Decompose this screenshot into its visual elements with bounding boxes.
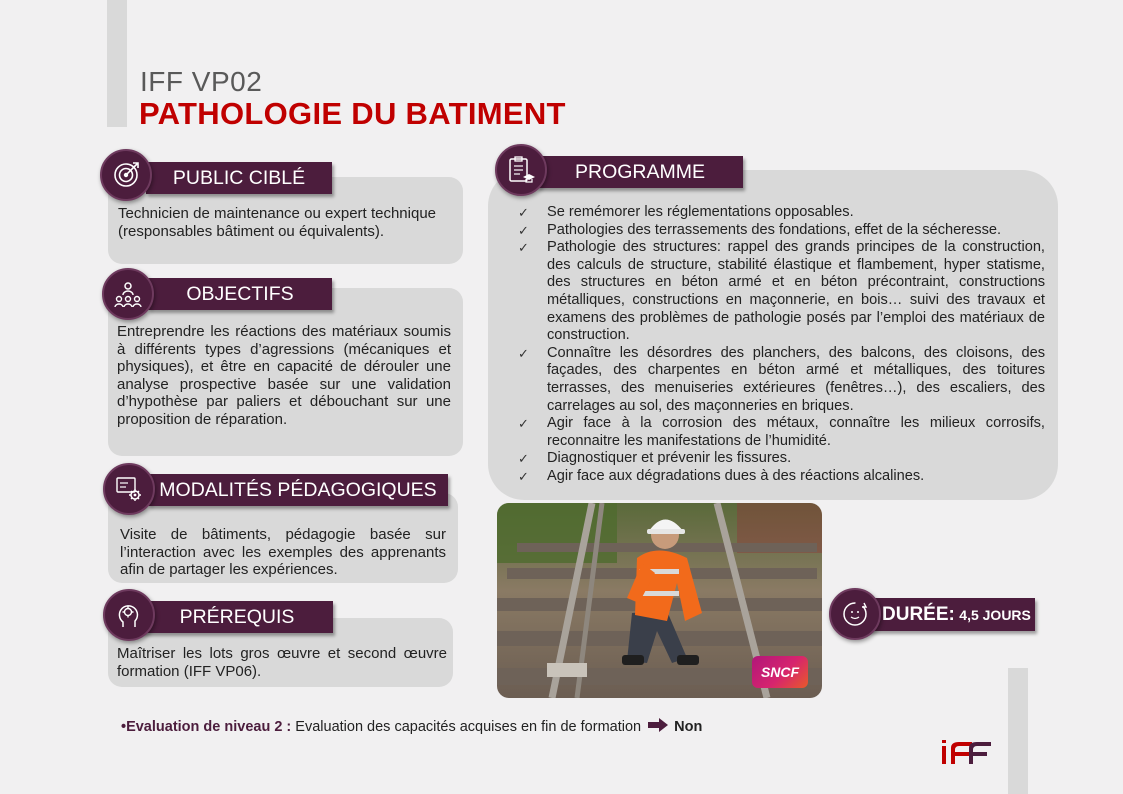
objectifs-text: Entreprendre les réactions des matériaux soumis à différents types d’agressions (mécaniques et physiques), et être en capacité de dérouler une analyse prospective basée sur une validation d’hypothèse par paliers et débouchant sur une proposition de réparation. xyxy=(117,323,451,428)
evaluation-answer: Non xyxy=(674,718,703,735)
prerequis-label: PRÉREQUIS xyxy=(141,601,333,633)
prerequis-text: Maîtriser les lots gros œuvre et second œuvre formation (IFF VP06). xyxy=(117,645,447,680)
programme-list xyxy=(518,204,1045,486)
gear-board-icon xyxy=(103,463,155,515)
duree-label: DURÉE: xyxy=(882,604,955,625)
evaluation-line xyxy=(121,718,702,736)
programme-card xyxy=(488,170,1058,500)
programme-item: ✓ Se remémorer les réglementations opposables. xyxy=(518,204,1045,222)
clock-face-icon xyxy=(829,588,881,640)
objectifs-card xyxy=(108,288,463,456)
railway-worker-photo xyxy=(497,503,822,698)
duree-box xyxy=(868,598,1035,631)
arrow-right-icon xyxy=(648,718,668,736)
public-label: PUBLIC CIBLÉ xyxy=(146,162,332,194)
programme-item: ✓ Diagnostiquer et prévenir les fissures. xyxy=(518,450,1045,468)
public-text: Technicien de maintenance ou expert technique (responsables bâtiment ou équivalents). xyxy=(118,205,436,240)
page-title: PATHOLOGIE DU BATIMENT xyxy=(139,96,566,131)
modalites-text: Visite de bâtiments, pédagogie basée sur l’interaction avec les exemples des apprenants afin de partager les expériences. xyxy=(120,526,446,578)
programme-item: ✓ Pathologie des structures: rappel des grands principes de la construction, des calculs de structure, stabilité élastique et flambement, hyper statisme, des structures en béton armé et en béton précontraint, constructions métalliques, constructions en maçonnerie, en bois… suivi des travaux et examens des problèmes de pathologie posés par l’emploi des matériaux de construction. xyxy=(518,239,1045,345)
decor-bar-bottom xyxy=(1008,668,1028,794)
objectifs-label: OBJECTIFS xyxy=(148,278,332,310)
programme-item: ✓ Agir face aux dégradations dues à des réactions alcalines. xyxy=(518,468,1045,486)
modalites-label: MODALITÉS PÉDAGOGIQUES xyxy=(148,474,448,506)
programme-item: ✓ Pathologies des terrassements des fondations, effet de la sécheresse. xyxy=(518,222,1045,240)
programme-label: PROGRAMME xyxy=(537,156,743,188)
duree-value: 4,5 JOURS xyxy=(959,607,1031,623)
clipboard-graduation-icon xyxy=(495,144,547,196)
programme-item: ✓ Agir face à la corrosion des métaux, connaître les milieux corrosifs, reconnaitre les manifestations de l’humidité. xyxy=(518,415,1045,450)
iff-logo-icon xyxy=(939,738,997,766)
people-group-icon xyxy=(102,268,154,320)
head-gear-icon xyxy=(103,589,155,641)
programme-item: ✓ Connaître les désordres des planchers, des balcons, des cloisons, des façades, des charpentes en béton armé et métalliques, des toitures terrasses, des menuiseries extérieures (fenêtres…), des escaliers, des carrelages au sol, des maçonneries en briques. xyxy=(518,345,1045,415)
evaluation-label: •Evaluation de niveau 2 : xyxy=(121,718,292,735)
target-icon xyxy=(100,149,152,201)
sncf-logo: SNCF xyxy=(752,656,808,688)
evaluation-text: Evaluation des capacités acquises en fin de formation xyxy=(295,718,642,735)
course-code: IFF VP02 xyxy=(140,66,263,97)
decor-bar-top xyxy=(107,0,127,127)
modalites-card xyxy=(108,493,458,583)
